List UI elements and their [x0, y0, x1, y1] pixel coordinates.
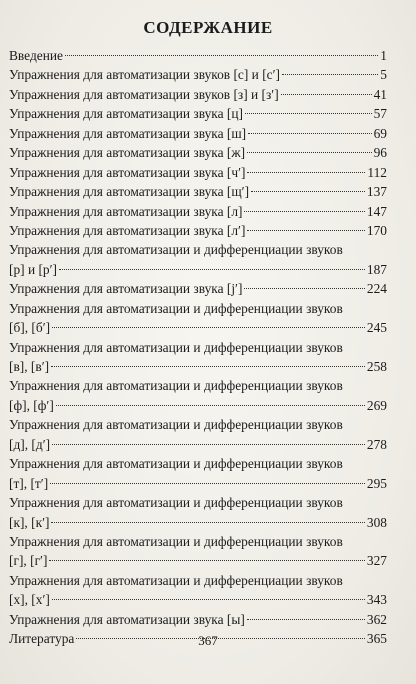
toc-entry	[9, 104, 387, 123]
toc-entry-page: 57	[373, 106, 387, 122]
toc-entry-title-line: Упражнения для автоматизации и дифференциации звуков	[9, 242, 343, 258]
toc-entry-title: Литература	[9, 631, 75, 647]
toc-entry	[9, 221, 387, 240]
toc-entry-title-line: Упражнения для автоматизации и дифференциации звуков	[9, 339, 343, 355]
toc-entry	[9, 454, 387, 493]
dot-leader	[245, 113, 372, 114]
toc-entry	[9, 415, 387, 454]
toc-entry	[9, 299, 387, 338]
toc-entry-title-line: Упражнения для автоматизации и дифференциации звуков	[9, 456, 343, 472]
toc-entry-page: 41	[373, 86, 387, 102]
dot-leader	[247, 230, 364, 231]
toc-entry-page: 269	[366, 397, 387, 413]
toc-entry-title: Упражнения для автоматизации звука [щ′]	[9, 184, 250, 200]
toc-entry-page: 112	[367, 164, 387, 180]
toc-entry-title: Упражнения для автоматизации звука [j′]	[9, 281, 243, 297]
toc-entry-page: 295	[366, 475, 387, 491]
toc-entry-title: [р] и [р′]	[9, 261, 58, 277]
toc-entry-title: [ф], [ф′]	[9, 397, 54, 413]
toc-entry	[9, 571, 387, 610]
toc-entry-page: 327	[366, 553, 387, 569]
dot-leader	[251, 191, 365, 192]
page-number: 367	[198, 633, 218, 648]
dot-leader	[247, 619, 365, 620]
toc-entry-title: Упражнения для автоматизации звуков [з] и [з′]	[9, 86, 279, 102]
toc-entry-title-line: Упражнения для автоматизации и дифференциации звуков	[9, 572, 343, 588]
dot-leader	[244, 211, 364, 212]
dot-leader	[281, 94, 372, 95]
toc-entry	[9, 493, 387, 532]
toc-entry-page: 258	[366, 359, 387, 374]
toc-entry-page: 308	[366, 514, 387, 530]
toc-entry-title: [к], [к′]	[9, 514, 50, 530]
toc-entry-title: Введение	[9, 48, 63, 63]
dot-leader	[49, 560, 364, 561]
toc-entry	[9, 338, 387, 377]
toc-entry-page: 1	[380, 48, 387, 63]
toc-entry	[9, 202, 387, 221]
dot-leader	[244, 288, 364, 289]
toc-entry-title: [д], [д′]	[9, 436, 51, 452]
toc-entry	[9, 163, 387, 182]
dot-leader	[282, 74, 378, 75]
toc-entry	[9, 143, 387, 162]
toc-entry	[9, 124, 387, 143]
dot-leader	[247, 152, 372, 153]
toc-entry-page: 365	[366, 631, 387, 647]
dot-leader	[59, 269, 365, 270]
dot-leader	[52, 444, 365, 445]
table-of-contents	[9, 46, 387, 649]
toc-entry-page: 69	[373, 125, 387, 141]
dot-leader	[248, 133, 372, 134]
toc-entry-title: [г], [г′]	[9, 553, 48, 569]
dot-leader	[51, 522, 364, 523]
toc-entry-title-line: Упражнения для автоматизации и дифференциации звуков	[9, 495, 343, 511]
dot-leader	[51, 366, 365, 367]
toc-entry-title: Упражнения для автоматизации звука [ы]	[9, 611, 245, 627]
toc-entry	[9, 376, 387, 415]
toc-entry-title-line: Упражнения для автоматизации и дифференциации звуков	[9, 533, 343, 549]
toc-entry-title: Упражнения для автоматизации звуков [с] и [с′]	[9, 67, 280, 83]
toc-entry	[9, 610, 387, 629]
toc-entry-page: 187	[366, 261, 387, 277]
toc-entry-title: Упражнения для автоматизации звука [ц]	[9, 106, 243, 122]
toc-entry	[9, 240, 387, 279]
toc-entry-page: 245	[366, 320, 387, 336]
toc-entry	[9, 46, 387, 65]
dot-leader	[50, 483, 365, 484]
dot-leader	[56, 405, 365, 406]
contents-heading: СОДЕРЖАНИЕ	[143, 18, 273, 37]
toc-entry-title: [б], [б′]	[9, 320, 51, 336]
toc-entry-title: Упражнения для автоматизации звука [л′]	[9, 222, 246, 238]
toc-entry-page: 170	[366, 222, 387, 238]
toc-entry-title-line: Упражнения для автоматизации и дифференциации звуков	[9, 378, 343, 394]
toc-entry-page: 362	[366, 611, 387, 627]
toc-entry	[9, 182, 387, 201]
toc-entry-title: [х], [х′]	[9, 592, 50, 608]
toc-entry-page: 5	[380, 67, 387, 83]
toc-entry-title: [в], [в′]	[9, 359, 50, 374]
toc-entry-page: 224	[366, 281, 387, 297]
dot-leader	[52, 599, 365, 600]
toc-entry-title-line: Упражнения для автоматизации и дифференциации звуков	[9, 417, 343, 433]
toc-entry-page: 278	[366, 436, 387, 452]
toc-entry-page: 137	[366, 184, 387, 200]
toc-entry-title: Упражнения для автоматизации звука [л]	[9, 203, 243, 219]
dot-leader	[247, 172, 365, 173]
toc-entry-title: Упражнения для автоматизации звука [ч′]	[9, 164, 246, 180]
toc-entry-title-line: Упражнения для автоматизации и дифференциации звуков	[9, 300, 343, 316]
toc-entry-page: 343	[366, 592, 387, 608]
toc-entry-title: Упражнения для автоматизации звука [ш]	[9, 125, 247, 141]
toc-entry	[9, 279, 387, 298]
toc-entry-page: 96	[373, 145, 387, 161]
toc-entry	[9, 85, 387, 104]
toc-entry-title: Упражнения для автоматизации звука [ж]	[9, 145, 246, 161]
dot-leader	[52, 327, 365, 328]
toc-entry	[9, 532, 387, 571]
toc-entry-title: [т], [т′]	[9, 475, 49, 491]
dot-leader	[65, 55, 378, 56]
toc-entry-page: 147	[366, 203, 387, 219]
toc-entry	[9, 65, 387, 84]
